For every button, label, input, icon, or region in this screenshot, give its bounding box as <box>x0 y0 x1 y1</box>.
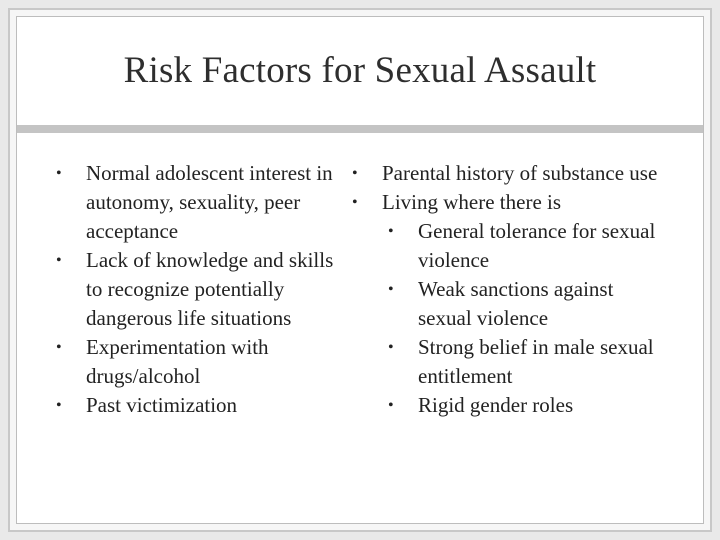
bullet-icon: • <box>388 397 394 414</box>
title-area <box>16 16 704 125</box>
list-item-text: Weak sanctions against sexual violence <box>418 277 614 330</box>
list-item-text: Experimentation with drugs/alcohol <box>86 335 269 388</box>
list-item <box>352 188 672 217</box>
list-item-text: Living where there is <box>382 190 562 214</box>
bullet-icon: • <box>388 339 394 356</box>
list-item-text: Normal adolescent interest in autonomy, sexuality, peer acceptance <box>86 161 333 243</box>
sub-list-item <box>352 391 672 420</box>
sub-list-item <box>352 275 672 333</box>
bullet-icon: • <box>56 165 62 182</box>
list-item <box>56 159 346 246</box>
right-bullet-list <box>352 159 672 420</box>
list-item-text: Past victimization <box>86 393 238 417</box>
bullet-icon: • <box>388 281 394 298</box>
sub-list-item <box>352 333 672 391</box>
list-item <box>56 246 346 333</box>
list-item-text: Rigid gender roles <box>418 393 574 417</box>
list-item <box>352 159 672 188</box>
right-column <box>352 159 672 420</box>
list-item <box>56 391 346 420</box>
bullet-icon: • <box>56 339 62 356</box>
bullet-icon: • <box>388 223 394 240</box>
list-item <box>56 333 346 391</box>
list-item-text: Strong belief in male sexual entitlement <box>418 335 654 388</box>
bullet-icon: • <box>352 194 358 211</box>
sub-list-item <box>352 217 672 275</box>
slide-title: Risk Factors for Sexual Assault <box>123 50 597 91</box>
list-item-text: General tolerance for sexual violence <box>418 219 656 272</box>
bullet-icon: • <box>56 397 62 414</box>
bullet-icon: • <box>352 165 358 182</box>
title-divider <box>17 125 703 133</box>
left-column <box>56 159 346 420</box>
list-item-text: Parental history of substance use <box>382 161 658 185</box>
bullet-icon: • <box>56 252 62 269</box>
left-bullet-list <box>56 159 346 420</box>
list-item-text: Lack of knowledge and skills to recognize potentially dangerous life situations <box>86 248 334 330</box>
